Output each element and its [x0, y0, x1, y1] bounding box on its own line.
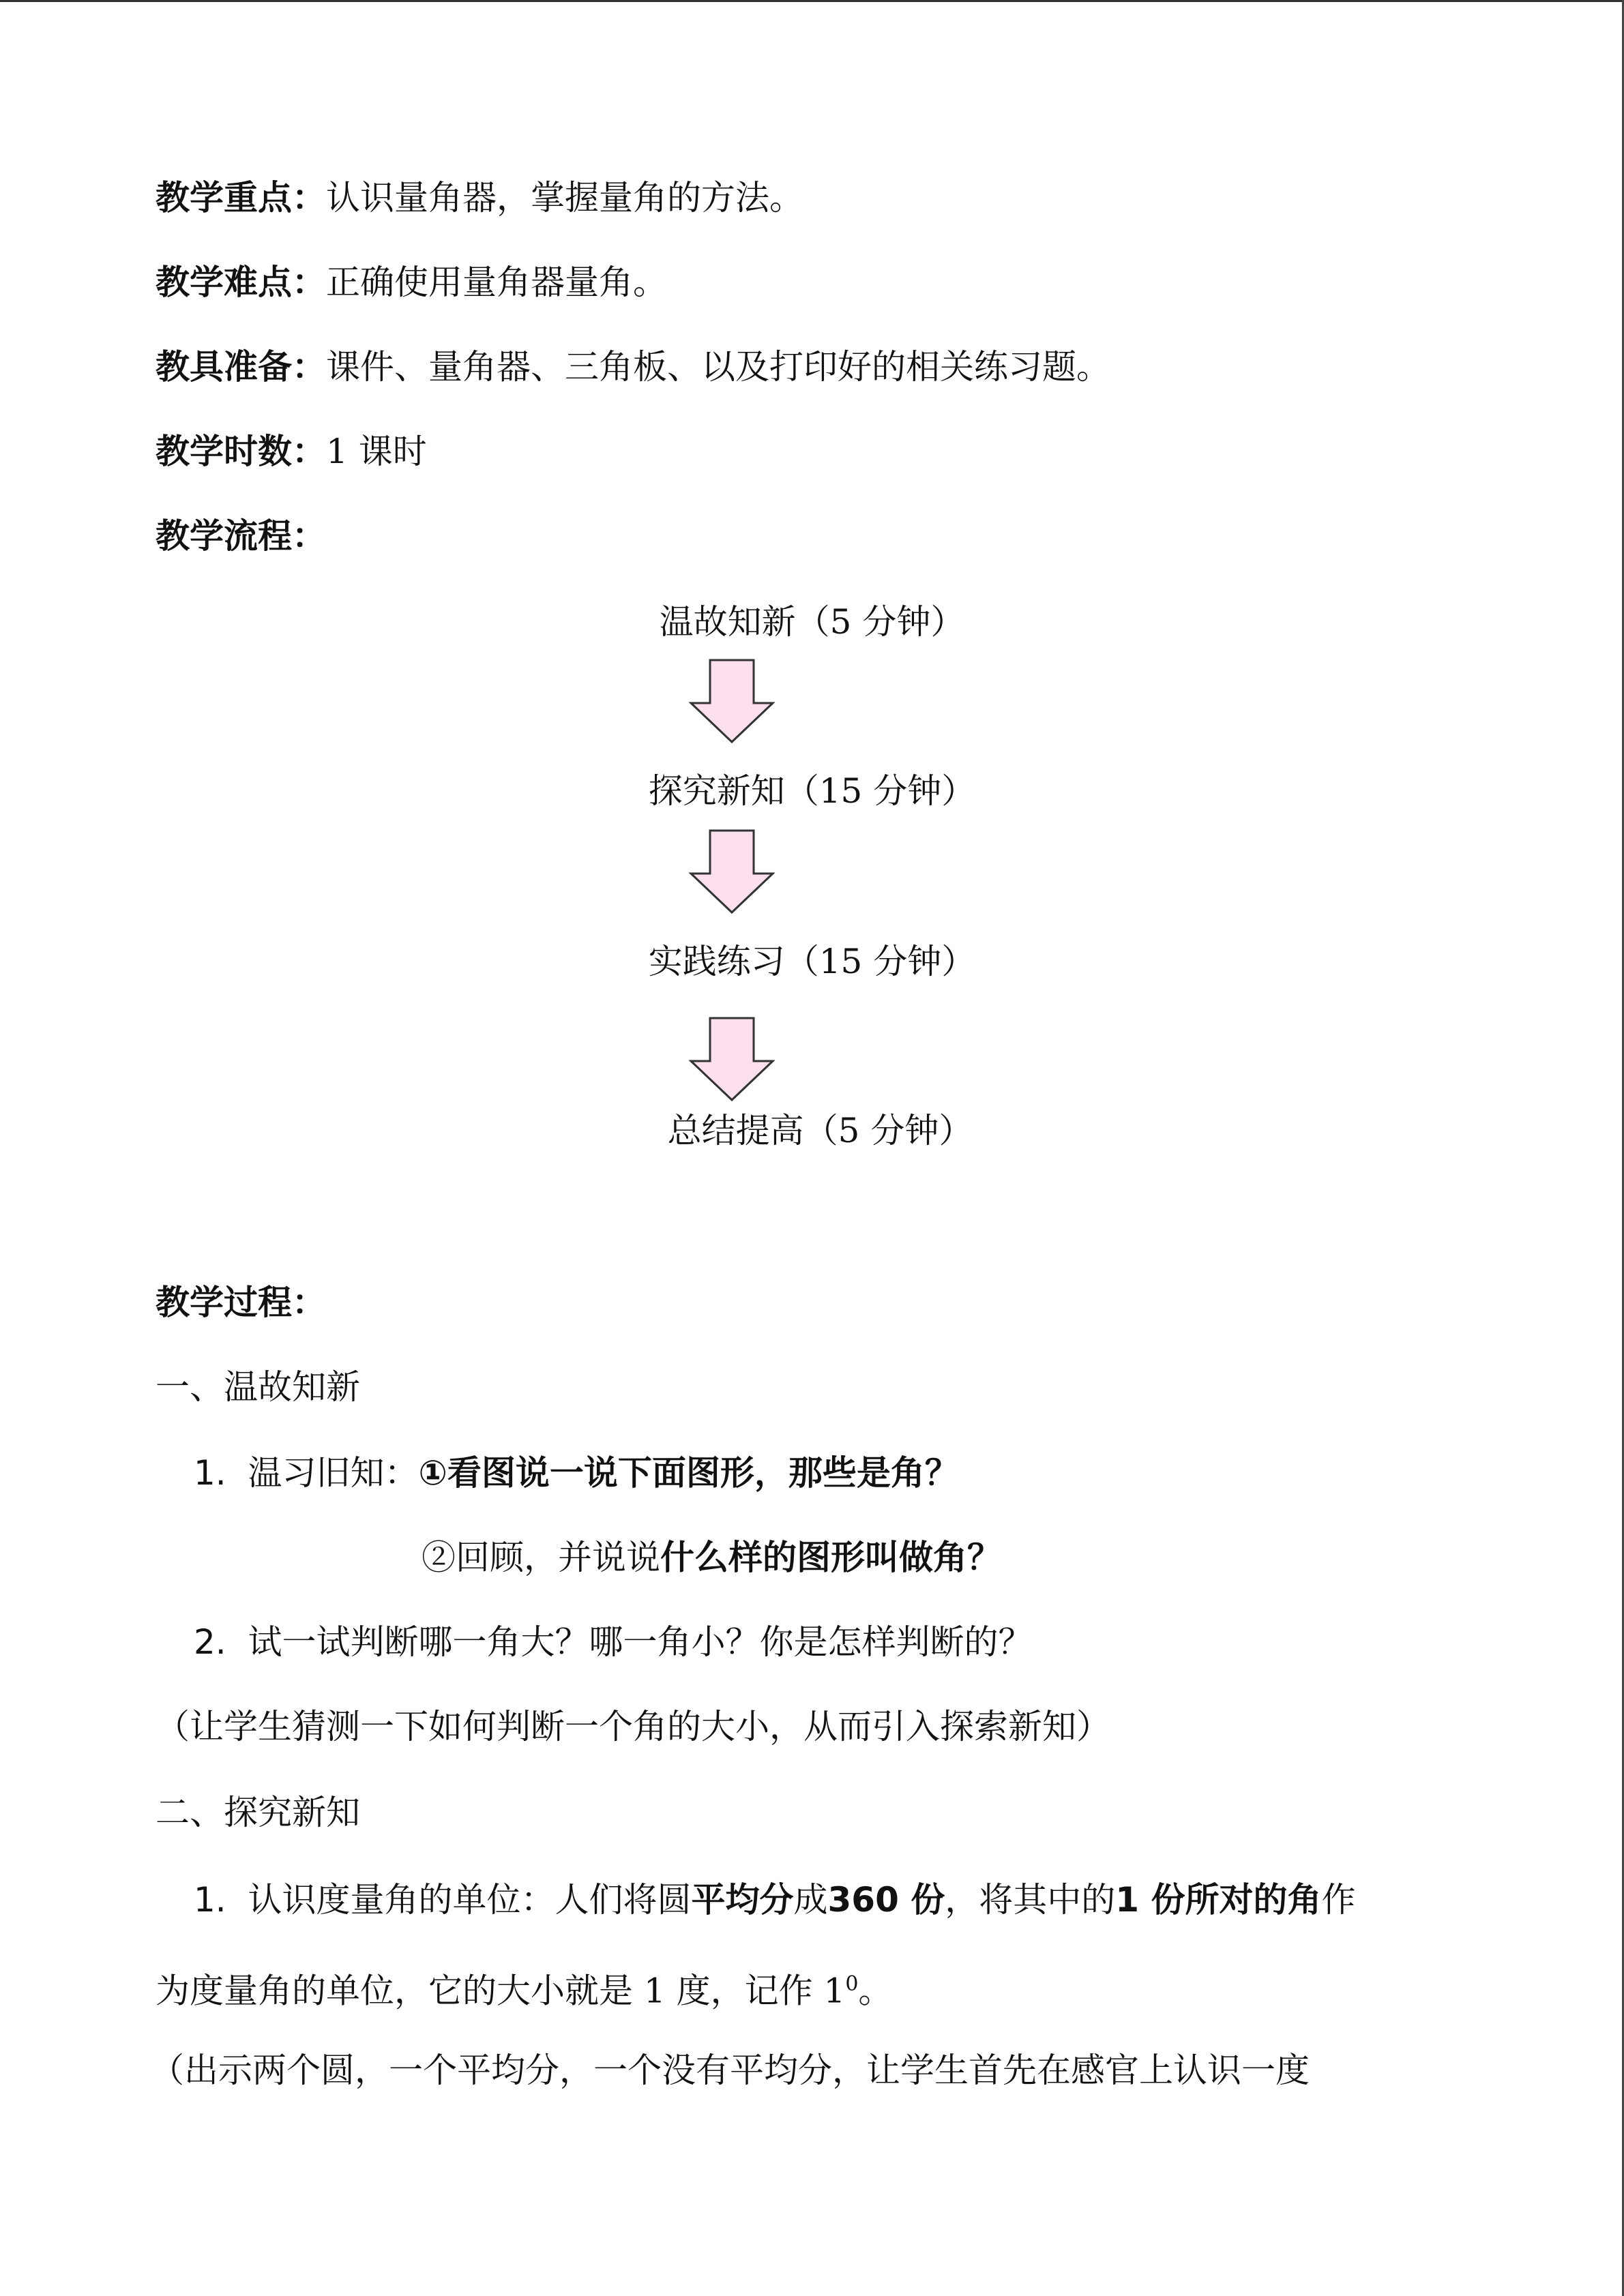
item-text: ②回顾，并说说: [422, 1538, 660, 1577]
text-run: 成: [793, 1880, 828, 1920]
flow-step-time: （15 分钟）: [784, 771, 976, 811]
info-label: 教学流程：: [156, 516, 326, 556]
text-run: 。: [858, 1971, 893, 2011]
flow-step-summary: [8, 1110, 1624, 1151]
text-run-bold: 平均分: [691, 1880, 794, 1920]
info-difficulty: [156, 262, 667, 303]
item-number: 2.: [194, 1622, 226, 1662]
note-circles: （出示两个圆，一个平均分，一个没有平均分，让学生首先在感官上认识一度: [150, 2051, 1310, 2090]
text-run-bold: 1 份所对的角: [1115, 1880, 1322, 1920]
section-explore-heading: 二、探究新知: [156, 1793, 360, 1832]
text-run: 作: [1321, 1880, 1356, 1920]
info-label: 教学时数：: [156, 432, 326, 471]
degree-superscript: 0: [845, 1972, 859, 1996]
info-text: 1 课时: [326, 432, 427, 471]
item-text: 试一试判断哪一角大？哪一角小？你是怎样判断的？: [248, 1622, 1033, 1662]
item-number: 1.: [194, 1453, 226, 1493]
top-border: [0, 0, 1624, 2]
item-question: ①看图说一说下面图形，那些是角？: [418, 1453, 959, 1493]
process-heading: 教学过程：: [156, 1283, 326, 1322]
note-guess: （让学生猜测一下如何判断一个角的大小，从而引入探索新知）: [156, 1707, 1110, 1746]
down-arrow-icon: [689, 658, 775, 744]
info-label: 教学重点：: [156, 178, 326, 218]
review-item-2: [194, 1622, 1033, 1663]
flow-step-time: （5 分钟）: [803, 1111, 973, 1150]
item-prefix: 温习旧知：: [248, 1453, 419, 1493]
info-flow-heading: [156, 516, 326, 556]
down-arrow-icon: [689, 829, 775, 914]
review-item-1b: [422, 1537, 1001, 1578]
info-text: 认识量角器，掌握量角的方法。: [326, 178, 803, 218]
info-key-points: [156, 177, 803, 218]
info-label: 教学难点：: [156, 263, 326, 302]
text-run: 认识度量角的单位：人们将圆: [248, 1880, 692, 1920]
flow-step-name: 探究新知: [648, 771, 785, 811]
text-run: 为度量角的单位，它的大小就是 1 度，记作 1: [156, 1971, 846, 2011]
flow-step-review: [0, 601, 1624, 642]
info-hours: [156, 431, 427, 472]
review-item-1: [194, 1452, 959, 1493]
explore-item-1-cont: [156, 1964, 892, 2012]
flow-step-explore: [0, 771, 1624, 811]
flow-step-practice: [0, 941, 1624, 982]
info-text: 正确使用量角器量角。: [326, 263, 667, 302]
flow-step-name: 实践练习: [648, 942, 785, 981]
down-arrow-icon: [689, 1016, 775, 1102]
text-run: ，将其中的: [945, 1880, 1116, 1920]
flow-step-name: 总结提高: [667, 1111, 804, 1150]
item-question: 什么样的图形叫做角？: [660, 1538, 1001, 1577]
flow-step-name: 温故知新: [659, 602, 796, 642]
info-text: 课件、量角器、三角板、以及打印好的相关练习题。: [326, 347, 1110, 387]
item-number: 1.: [194, 1880, 226, 1920]
info-label: 教具准备：: [156, 347, 326, 387]
text-run-bold: 360 份: [827, 1880, 945, 1920]
info-materials: [156, 346, 1110, 387]
section-review-heading: 一、温故知新: [156, 1367, 360, 1407]
flow-step-time: （15 分钟）: [784, 942, 976, 981]
explore-item-1: [194, 1879, 1356, 1920]
flow-step-time: （5 分钟）: [795, 602, 965, 642]
